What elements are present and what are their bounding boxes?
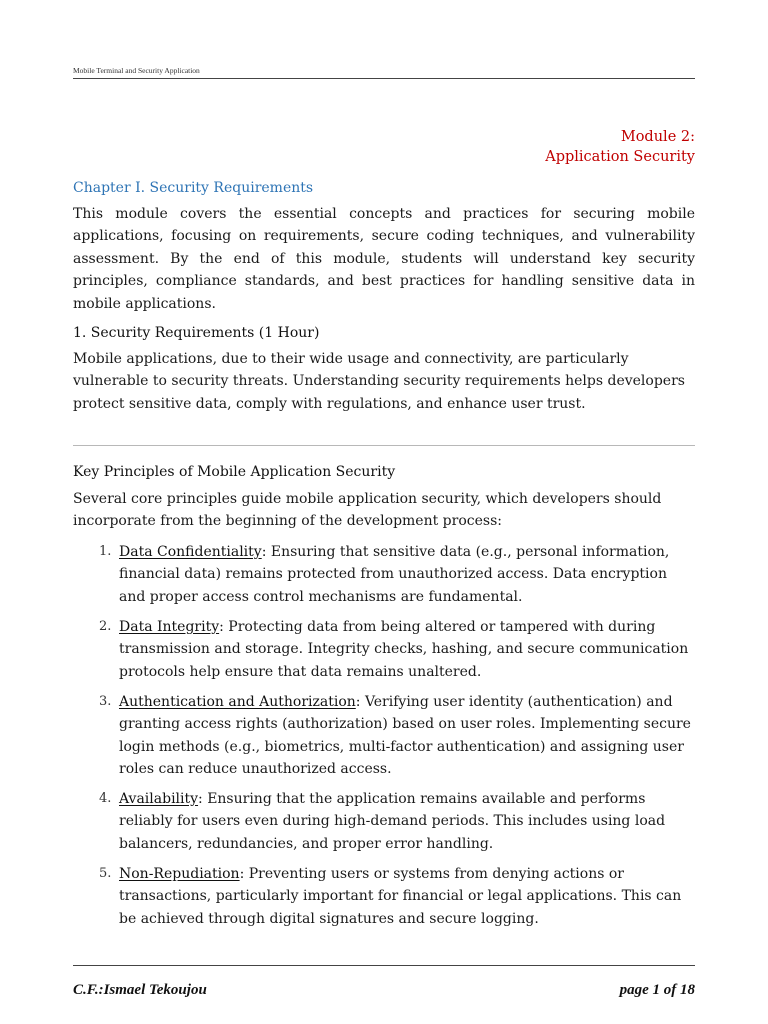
list-number: 3.: [99, 694, 112, 709]
footer-author: C.F.:Ismael Tekoujou: [73, 982, 207, 998]
horizontal-divider: [73, 445, 695, 446]
principles-intro: Several core principles guide mobile application security, which developers should incorporate from the beginning of the development process:: [73, 491, 662, 530]
list-item-text: [119, 541, 695, 608]
list-item-description: : Ensuring that sensitive data (e.g., personal information, financial data) remains protected from unauthorized access. Data encryption and proper access control mechanisms are fundamental.: [119, 544, 670, 605]
section-heading: 1. Security Requirements (1 Hour): [73, 325, 320, 341]
list-item-text: [119, 616, 695, 683]
list-item-description: : Preventing users or systems from denying actions or transactions, particularly important for financial or legal applications. This can be achieved through digital signatures and secure logging.: [119, 866, 682, 927]
list-item-term: Authentication and Authorization: [119, 694, 356, 710]
chapter-title: Chapter I. Security Requirements: [73, 180, 314, 196]
list-number: 4.: [99, 791, 112, 806]
list-number: 5.: [99, 866, 112, 881]
list-item-description: : Ensuring that the application remains available and performs reliably for users even during high-demand periods. This includes using load balancers, redundancies, and proper error handling.: [119, 791, 666, 852]
list-item-term: Data Confidentiality: [119, 544, 262, 560]
list-number: 2.: [99, 619, 112, 634]
list-item-term: Availability: [119, 791, 199, 807]
list-item-term: Data Integrity: [119, 619, 220, 635]
document-page: [73, 0, 695, 1024]
page-number: page 1 of 18: [619, 982, 695, 998]
list-item-description: : Protecting data from being altered or tampered with during transmission and storage. Integrity checks, hashing, and secure communication protocols help ensure that data remains unaltered.: [119, 619, 689, 680]
section-paragraph: Mobile applications, due to their wide usage and connectivity, are particularly vulnerable to security threats. Understanding security requirements helps developers protect sensitive data, comply with regulations, and enhance user trust.: [73, 351, 685, 412]
module-number: Module 2:: [620, 129, 695, 145]
list-item-term: Non-Repudiation: [119, 866, 240, 882]
list-item-text: [119, 691, 695, 781]
intro-paragraph: This module covers the essential concepts and practices for securing mobile applications, focusing on requirements, secure coding techniques, and vulnerability assessment. By the end of this module, students will understand key security principles, compliance standards, and best practices for handling sensitive data in mobile applications.: [73, 206, 695, 312]
list-item-text: [119, 788, 695, 855]
module-title: Application Security: [545, 149, 695, 165]
footer-divider: [73, 965, 695, 966]
list-item-description: : Verifying user identity (authentication) and granting access rights (authorization) based on user roles. Implementing secure login methods (e.g., biometrics, multi-factor authentication) and assigning user roles can reduce unauthorized access.: [119, 694, 691, 778]
running-header: Mobile Terminal and Security Application: [73, 66, 695, 79]
list-number: 1.: [99, 544, 112, 559]
module-heading: [545, 127, 695, 167]
list-item-text: [119, 863, 695, 930]
principles-heading: Key Principles of Mobile Application Security: [73, 464, 396, 480]
